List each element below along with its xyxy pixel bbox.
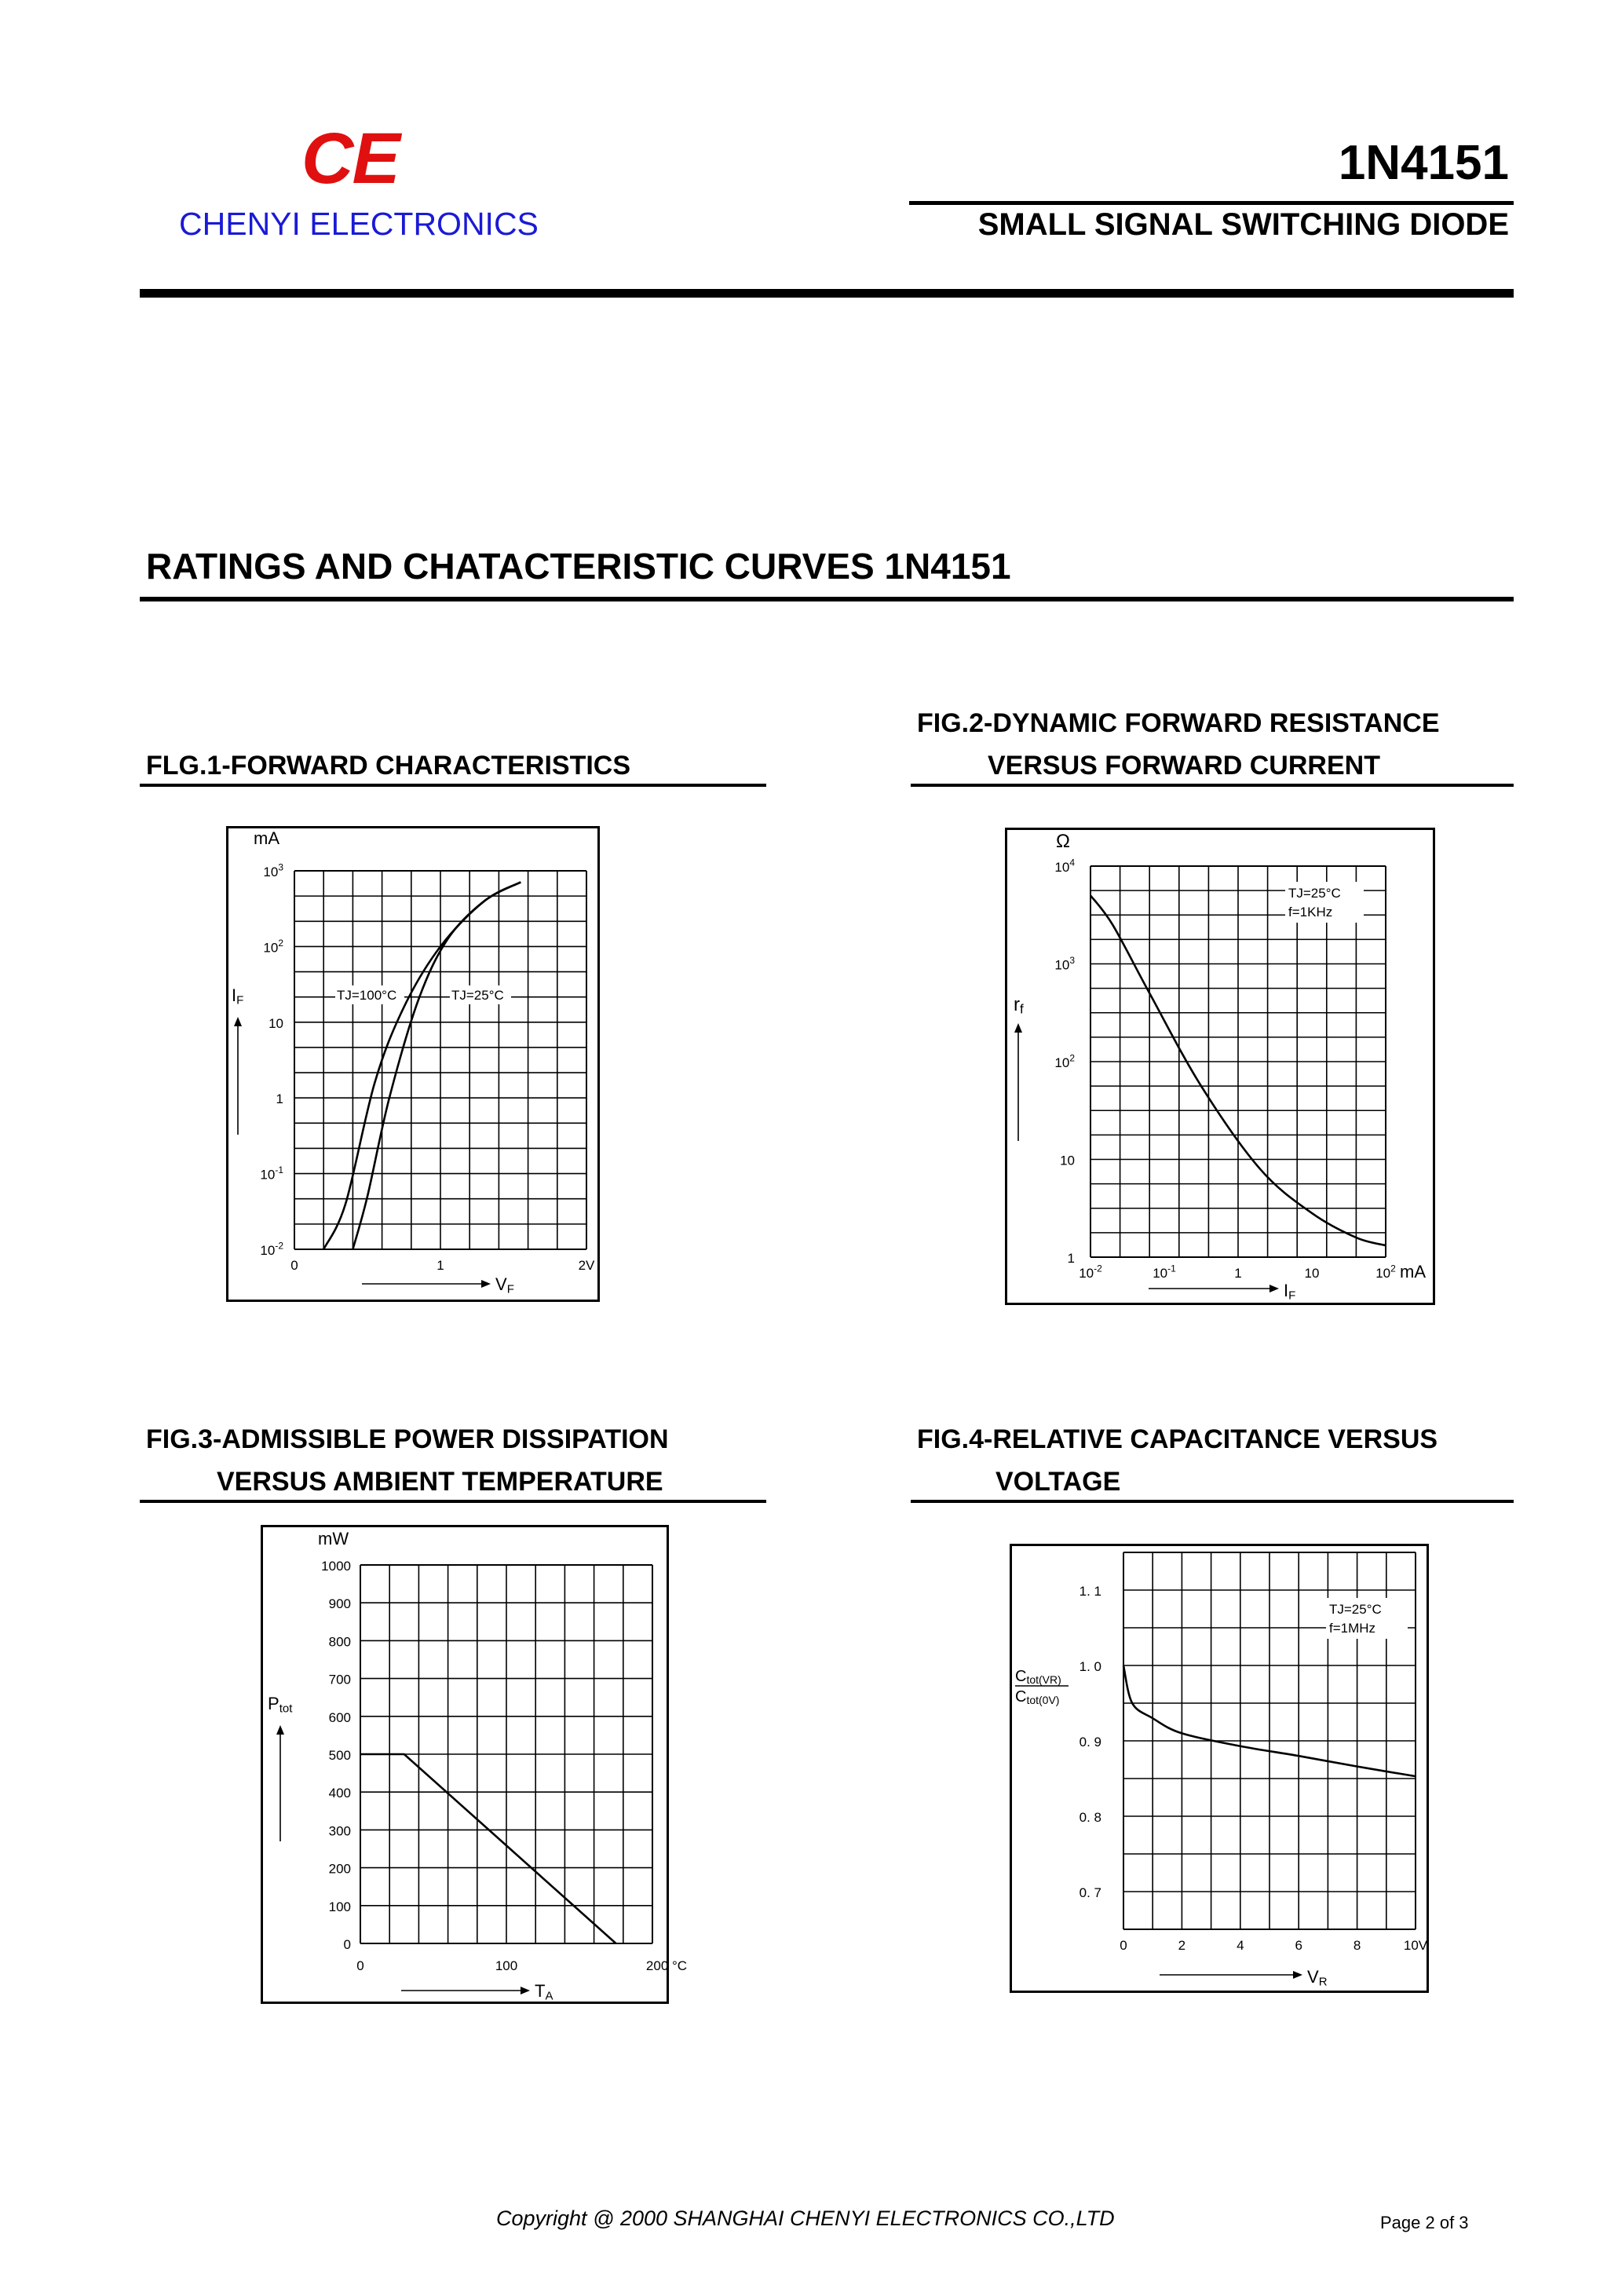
fig3-y-tick-label: 600 bbox=[328, 1709, 351, 1725]
fig2-x-tick-label: $10^{-2}$ bbox=[1079, 1263, 1102, 1281]
fig3-chart bbox=[261, 1525, 688, 2004]
fig1-title: FLG.1-FORWARD CHARACTERISTICS bbox=[146, 751, 631, 781]
fig1-y-tick-label: $10^{-1}$ bbox=[260, 1164, 283, 1183]
copyright-text: Copyright @ 2000 SHANGHAI CHENYI ELECTRONICS CO.,LTD bbox=[496, 2206, 1115, 2230]
fig3-title-rule bbox=[140, 1500, 766, 1503]
fig3-y-unit: mW bbox=[318, 1529, 349, 1548]
fig4-title-line2: VOLTAGE bbox=[995, 1467, 1121, 1497]
fig1-series-label: TJ=25°C bbox=[451, 988, 504, 1003]
fig3-plot bbox=[263, 1527, 688, 2006]
header-thin-rule bbox=[909, 201, 1514, 205]
fig1-y-tick-label: $10^2$ bbox=[263, 937, 283, 956]
fig4-annotation: f=1MHz bbox=[1329, 1621, 1376, 1636]
fig4-y-tick-label: 1. 0 bbox=[1079, 1659, 1101, 1674]
fig2-y-tick-label: $10^3$ bbox=[1054, 954, 1075, 973]
fig3-title-line1: FIG.3-ADMISSIBLE POWER DISSIPATION bbox=[146, 1424, 669, 1454]
fig2-annotation: f=1KHz bbox=[1288, 905, 1333, 919]
company-logo: CE bbox=[301, 119, 399, 199]
fig1-y-tick-label: 10 bbox=[269, 1015, 283, 1031]
fig2-annotation: TJ=25°C bbox=[1288, 886, 1341, 901]
fig4-x-tick-label: 10V bbox=[1403, 1938, 1428, 1953]
fig1-plot bbox=[228, 828, 602, 1304]
fig1-y-label: IF bbox=[232, 985, 244, 1007]
fig4-y-tick-label: 0. 8 bbox=[1079, 1810, 1101, 1825]
fig1-chart bbox=[226, 826, 600, 1302]
fig1-title-rule bbox=[140, 784, 766, 787]
fig3-x-arrow-head bbox=[521, 1987, 530, 1994]
fig4-title-rule bbox=[911, 1500, 1514, 1503]
fig3-y-tick-label: 300 bbox=[328, 1823, 351, 1839]
fig3-y-tick-label: 0 bbox=[343, 1937, 351, 1952]
part-subtitle: SMALL SIGNAL SWITCHING DIODE bbox=[977, 207, 1509, 242]
fig3-title-line2: VERSUS AMBIENT TEMPERATURE bbox=[217, 1467, 663, 1497]
section-title: RATINGS AND CHATACTERISTIC CURVES 1N4151 bbox=[146, 546, 1011, 587]
fig2-y-tick-label: 1 bbox=[1067, 1251, 1075, 1266]
fig3-y-tick-label: 100 bbox=[328, 1899, 351, 1914]
fig3-y-tick-label: 500 bbox=[328, 1748, 351, 1763]
fig4-x-tick-label: 4 bbox=[1237, 1938, 1244, 1953]
fig3-x-tick-label: 200 °C bbox=[645, 1958, 688, 1973]
fig4-y-label-top: Ctot(VR) bbox=[1015, 1668, 1061, 1686]
fig2-x-unit: mA bbox=[1400, 1262, 1426, 1281]
fig4-x-arrow-head bbox=[1293, 1971, 1302, 1979]
fig3-x-tick-label: 0 bbox=[356, 1958, 364, 1973]
fig2-x-tick-label: $10^{-1}$ bbox=[1153, 1263, 1176, 1281]
fig1-x-tick-label: 2V bbox=[578, 1258, 595, 1273]
fig1-series-label: TJ=100°C bbox=[337, 988, 397, 1003]
fig2-chart bbox=[1005, 828, 1435, 1305]
fig2-y-arrow-head bbox=[1014, 1023, 1022, 1033]
fig4-y-tick-label: 0. 7 bbox=[1079, 1885, 1101, 1900]
fig4-y-tick-label: 1. 1 bbox=[1079, 1584, 1101, 1599]
fig4-x-tick-label: 6 bbox=[1295, 1938, 1302, 1953]
fig3-y-arrow-head bbox=[276, 1725, 284, 1735]
fig3-y-tick-label: 200 bbox=[328, 1861, 351, 1877]
fig2-title-line1: FIG.2-DYNAMIC FORWARD RESISTANCE bbox=[917, 708, 1440, 738]
fig4-title-line1: FIG.4-RELATIVE CAPACITANCE VERSUS bbox=[917, 1424, 1438, 1454]
fig1-y-tick-label: $10^{-2}$ bbox=[260, 1240, 283, 1258]
fig1-y-tick-label: 1 bbox=[276, 1091, 283, 1107]
fig2-y-label: rf bbox=[1014, 994, 1024, 1017]
fig2-x-tick-label: 1 bbox=[1234, 1266, 1242, 1281]
fig4-annotation: TJ=25°C bbox=[1329, 1602, 1382, 1617]
fig3-x-tick-label: 100 bbox=[495, 1958, 518, 1973]
section-rule bbox=[140, 597, 1514, 601]
fig1-x-tick-label: 1 bbox=[437, 1258, 444, 1273]
fig4-x-tick-label: 0 bbox=[1120, 1938, 1127, 1953]
fig4-y-tick-label: 0. 9 bbox=[1079, 1735, 1101, 1749]
fig3-y-tick-label: 400 bbox=[328, 1786, 351, 1801]
fig2-y-tick-label: 10 bbox=[1060, 1153, 1075, 1168]
fig3-y-label: Ptot bbox=[268, 1694, 293, 1716]
fig3-y-tick-label: 800 bbox=[328, 1634, 351, 1650]
company-name: CHENYI ELECTRONICS bbox=[179, 206, 539, 242]
fig2-x-tick-label: 10 bbox=[1304, 1266, 1320, 1281]
fig3-y-tick-label: 900 bbox=[328, 1596, 351, 1612]
fig4-x-label: VR bbox=[1307, 1967, 1328, 1989]
fig1-x-tick-label: 0 bbox=[290, 1258, 298, 1273]
fig2-title-rule bbox=[911, 784, 1514, 787]
fig3-series-line bbox=[360, 1754, 616, 1943]
fig4-plot bbox=[1012, 1546, 1431, 1995]
fig1-y-arrow-head bbox=[234, 1017, 242, 1026]
fig3-x-label: TA bbox=[535, 1981, 553, 2003]
fig4-x-tick-label: 2 bbox=[1178, 1938, 1186, 1953]
fig2-plot bbox=[1007, 830, 1438, 1307]
fig2-y-tick-label: $10^4$ bbox=[1054, 857, 1075, 875]
fig4-x-tick-label: 8 bbox=[1353, 1938, 1361, 1953]
fig2-x-label: IF bbox=[1284, 1281, 1296, 1303]
fig2-y-tick-label: $10^2$ bbox=[1054, 1052, 1075, 1070]
fig4-chart bbox=[1010, 1544, 1429, 1993]
fig2-x-tick-label: $10^2$ bbox=[1375, 1263, 1396, 1281]
page-number: Page 2 of 3 bbox=[1380, 2213, 1469, 2232]
fig2-title-line2: VERSUS FORWARD CURRENT bbox=[988, 751, 1380, 781]
part-number: 1N4151 bbox=[1338, 136, 1509, 190]
fig1-x-label: VF bbox=[495, 1274, 514, 1296]
fig1-series-line bbox=[353, 882, 521, 1249]
fig2-x-arrow-head bbox=[1269, 1285, 1279, 1292]
header-thick-rule bbox=[140, 289, 1514, 298]
fig4-y-label-bottom: Ctot(0V) bbox=[1015, 1688, 1060, 1706]
fig3-y-tick-label: 700 bbox=[328, 1672, 351, 1687]
fig1-y-tick-label: $10^3$ bbox=[263, 861, 283, 879]
fig1-x-arrow-head bbox=[481, 1280, 491, 1288]
fig2-y-unit: Ω bbox=[1056, 831, 1070, 852]
fig3-y-tick-label: 1000 bbox=[321, 1559, 351, 1574]
fig1-y-unit: mA bbox=[254, 828, 279, 848]
